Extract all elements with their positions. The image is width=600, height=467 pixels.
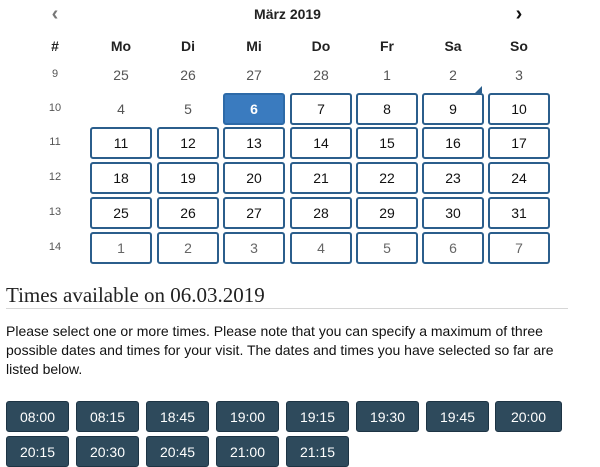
day-cell[interactable] [488,93,550,125]
day-cell[interactable] [90,197,152,229]
day-number: 28 [313,67,329,83]
week-row [0,59,580,91]
day-number: 25 [113,67,129,83]
day-cell[interactable] [488,162,550,194]
day-cell-selected[interactable] [223,93,285,125]
time-slot-button[interactable]: 21:00 [216,436,279,467]
day-cell[interactable] [488,197,550,229]
week-row [0,93,580,125]
day-cell[interactable] [223,197,285,229]
day-number: 8 [383,101,391,117]
day-number: 7 [515,240,523,256]
day-cell [356,59,418,91]
day-cell[interactable] [290,197,352,229]
day-cell[interactable] [488,232,550,264]
day-number: 17 [511,135,527,151]
time-slot-button[interactable]: 08:00 [6,401,69,432]
times-heading: Times available on 06.03.2019 [6,283,265,307]
day-cell[interactable] [356,197,418,229]
week-number: 12 [48,171,62,183]
week-row [0,197,580,229]
time-slot-button[interactable]: 19:00 [216,401,279,432]
day-number: 6 [250,101,258,117]
day-number: 2 [184,240,192,256]
day-cell[interactable] [356,127,418,159]
day-cell[interactable] [422,162,484,194]
weekday-label: So [510,38,528,54]
week-number: 13 [48,206,62,218]
day-cell[interactable] [422,197,484,229]
day-number: 13 [246,135,262,151]
day-number: 5 [383,240,391,256]
day-cell [90,59,152,91]
day-number: 14 [313,135,329,151]
week-row [0,232,580,264]
day-number: 3 [515,67,523,83]
day-number: 25 [113,205,129,221]
day-number: 5 [184,101,192,117]
week-number: 10 [48,102,62,114]
day-cell[interactable] [223,127,285,159]
day-cell[interactable] [290,232,352,264]
day-cell[interactable] [157,162,219,194]
day-number: 19 [180,170,196,186]
day-number: 23 [445,170,461,186]
chevron-left-icon[interactable]: ‹ [51,2,59,25]
day-number: 28 [313,205,329,221]
day-number: 21 [313,170,329,186]
times-instructions: Please select one or more times. Please note that you can specify a maximum of three possible dates and times for your visit. The dates and times you have selected so far are listed below. [6,323,554,377]
day-cell[interactable] [223,162,285,194]
day-number: 16 [445,135,461,151]
time-slot-button[interactable]: 19:45 [426,401,489,432]
day-cell[interactable] [223,232,285,264]
weekday-label: Di [181,38,195,54]
day-cell[interactable] [90,162,152,194]
time-slot-button[interactable]: 20:45 [146,436,209,467]
weekday-header-row [0,38,580,54]
day-number: 27 [246,205,262,221]
day-cell [157,59,219,91]
day-number: 1 [117,240,125,256]
time-slot-button[interactable]: 21:15 [286,436,349,467]
day-cell [290,59,352,91]
day-number: 26 [180,205,196,221]
selection-marker-icon [475,86,482,93]
day-number: 29 [379,205,395,221]
day-cell[interactable] [422,93,484,125]
day-number: 31 [511,205,527,221]
day-number: 15 [379,135,395,151]
day-number: 6 [449,240,457,256]
day-number: 4 [317,240,325,256]
day-number: 12 [180,135,196,151]
chevron-right-icon[interactable]: › [515,2,523,25]
time-slot-button[interactable]: 18:45 [146,401,209,432]
day-number: 2 [449,67,457,83]
day-number: 24 [511,170,527,186]
day-cell[interactable] [290,93,352,125]
day-number: 9 [449,101,457,117]
day-number: 30 [445,205,461,221]
calendar-header [0,0,580,28]
day-number: 4 [117,101,125,117]
day-cell[interactable] [290,127,352,159]
heading-divider [6,308,568,309]
week-row [0,162,580,194]
day-cell[interactable] [157,127,219,159]
day-cell[interactable] [356,162,418,194]
week-number: 11 [49,136,61,148]
day-cell[interactable] [488,127,550,159]
day-cell [223,59,285,91]
day-number: 1 [383,67,391,83]
day-cell [488,59,550,91]
day-cell[interactable] [422,127,484,159]
day-number: 20 [246,170,262,186]
day-number: 10 [511,101,527,117]
time-slot-button[interactable]: 20:30 [76,436,139,467]
week-number-header: # [51,38,59,54]
week-row [0,127,580,159]
day-cell [90,93,152,125]
week-number: 9 [51,68,59,80]
day-cell[interactable] [356,232,418,264]
weekday-label: Fr [380,38,394,54]
day-number: 3 [250,240,258,256]
day-cell [157,93,219,125]
day-cell[interactable] [157,232,219,264]
day-cell[interactable] [90,232,152,264]
weekday-label: Mo [110,38,132,54]
time-slot-button[interactable]: 19:30 [356,401,419,432]
time-slot-button[interactable]: 20:15 [6,436,69,467]
week-number: 14 [48,241,62,253]
day-number: 22 [379,170,395,186]
day-cell[interactable] [290,162,352,194]
weekday-label: Mi [246,38,262,54]
day-number: 27 [246,67,262,83]
day-number: 18 [113,170,129,186]
day-cell[interactable] [422,232,484,264]
time-slot-button[interactable]: 19:15 [286,401,349,432]
weekday-label: Sa [444,38,462,54]
time-slot-button[interactable]: 20:00 [495,401,562,432]
day-cell [422,59,484,91]
day-cell[interactable] [90,127,152,159]
day-number: 11 [113,135,129,151]
day-cell[interactable] [356,93,418,125]
day-number: 26 [180,67,196,83]
day-cell[interactable] [157,197,219,229]
day-number: 7 [317,101,325,117]
month-title: März 2019 [254,6,321,22]
time-slot-button[interactable]: 08:15 [76,401,139,432]
weekday-label: Do [311,38,331,54]
